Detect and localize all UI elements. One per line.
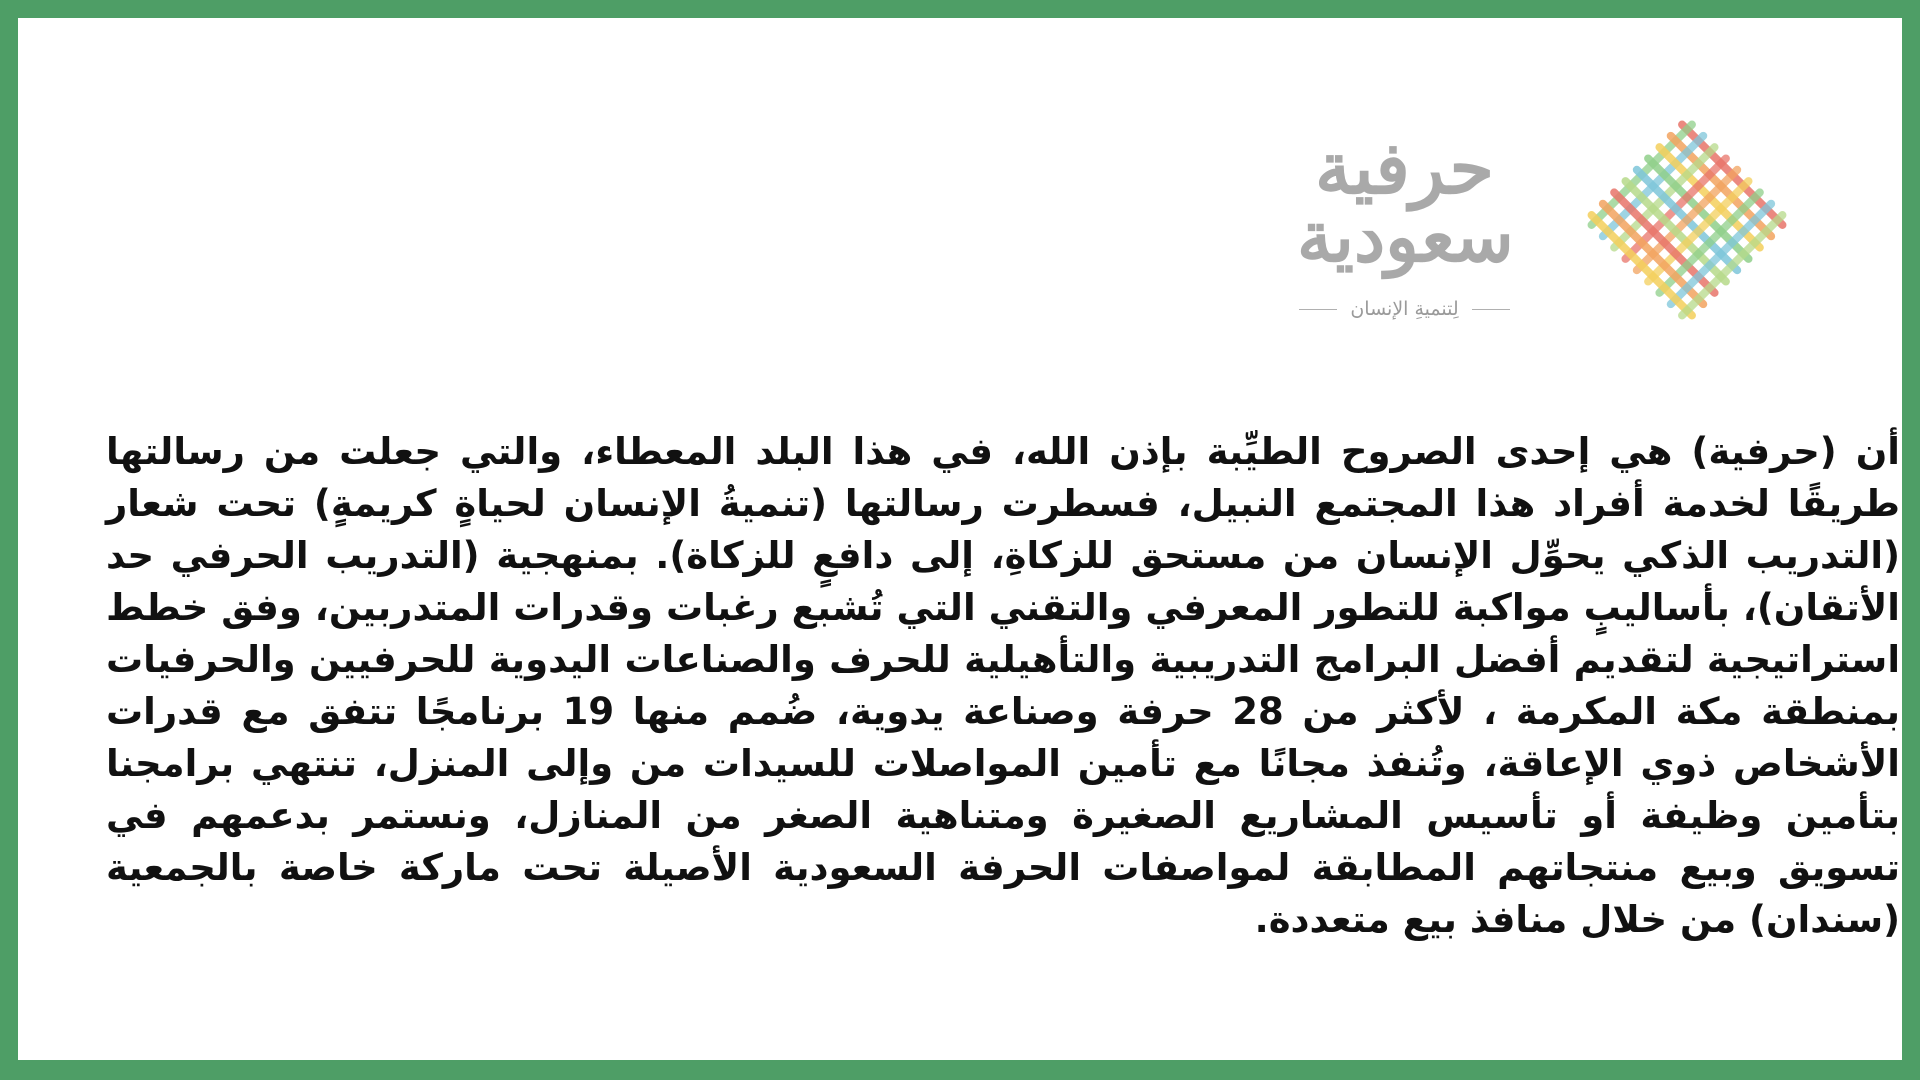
logo-word-hirfiya: حرفية	[1315, 125, 1494, 210]
weave-logo-icon	[1572, 105, 1802, 335]
logo-word-saudiya: سعودية	[1297, 195, 1514, 278]
about-paragraph: أن (حرفية) هي إحدى الصروح الطيِّبة بإذن الله، في هذا البلد المعطاء، والتي جعلت من رسالتها طريقًا لخدمة أفراد هذا المجتمع النبيل، فسطرت رسالتها (تنميةُ الإنسان لحياةٍ كريمةٍ) تحت شعار (التدريب الذكي يحوِّل الإنسان من مستحق للزكاةِ، إلى دافعٍ للزكاة). بمنهجية (التدريب الحرفي حد الأتقان)، بأساليبٍ مواكبة للتطور المعرفي والتقني التي تُشبع رغبات وقدرات المتدربين، وفق خطط استراتيجية لتقديم أفضل البرامج التدريبية والتأهيلية للحرف والصناعات اليدوية للحرفيين والحرفيات بمنطقة مكة المكرمة ، لأكثر من 28 حرفة وصناعة يدوية، ضُمم منها 19 برنامجًا تتفق مع قدرات الأشخاص ذوي الإعاقة، وتُنفذ مجانًا مع تأمين المواصلات للسيدات من وإلى المنزل، تنتهي برامجنا بتأمين وظيفة أو تأسيس المشاريع الصغيرة ومتناهية الصغر من المنازل، ونستمر بدعمهم في تسويق وبيع منتجاتهم المطابقة لمواصفات الحرفة السعودية الأصيلة تحت ماركة خاصة بالجمعية (سندان) من خلال منافذ بيع متعددة.	[106, 430, 1901, 941]
logo-bar	[1297, 100, 1802, 340]
slide-frame	[18, 18, 1902, 1060]
hirfiya-saudiya-logo	[1297, 110, 1512, 330]
logo-tagline: لِتنميةِ الإنسان	[1350, 298, 1459, 320]
